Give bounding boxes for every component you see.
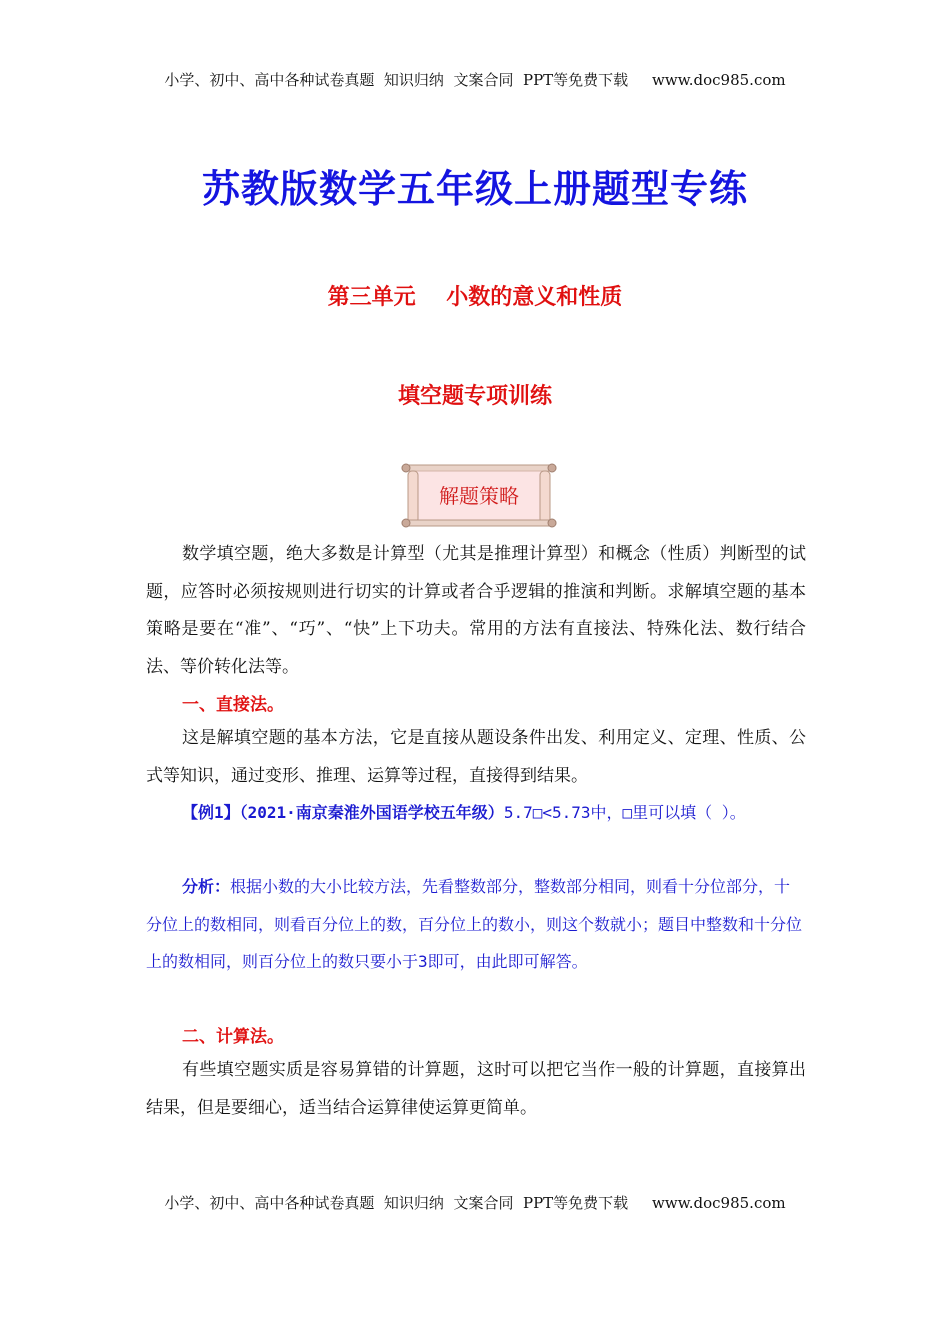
unit-heading: 第三单元 小数的意义和性质: [327, 285, 623, 310]
strategy-label: 解题策略: [439, 484, 519, 508]
section2-heading: 二、计算法。: [182, 1027, 284, 1047]
analysis-label: 分析：: [182, 877, 231, 896]
document-title: 苏教版数学五年级上册题型专练: [201, 167, 748, 211]
intro-paragraph: 数学填空题，绝大多数是计算型（尤其是推理计算型）和概念（性质）判断型的试题，应答时必须按规则进行切实的计算或者合乎逻辑的推演和判断。求解填空题的基本策略是要在“准”、“巧”、“快”上下功夫。常用的方法有直接法、特殊化法、数行结合法、等价转化法等。: [146, 544, 806, 677]
section1-paragraph: 这是解填空题的基本方法，它是直接从题设条件出发、利用定义、定理、性质、公式等知识，通过变形、推理、运算等过程，直接得到结果。: [146, 728, 806, 786]
section-subtitle: 填空题专项训练: [397, 384, 552, 409]
section1-heading: 一、直接法。: [182, 695, 284, 715]
section2-paragraph: 有些填空题实质是容易算错的计算题，这时可以把它当作一般的计算题，直接算出结果，但是要细心，适当结合运算律使运算更简单。: [146, 1060, 806, 1118]
example1-question: 5.7□<5.73中，□里可以填（ ）。: [503, 803, 746, 822]
example1: [146, 794, 806, 832]
analysis-text: 根据小数的大小比较方法，先看整数部分，整数部分相同，则看十分位部分，十分位上的数相同，则看百分位上的数，百分位上的数小，则这个数就小；题目中整数和十分位上的数相同，则百分位上的数只要小于3即可，由此即可解答。: [146, 877, 803, 971]
example1-label: 【例1】（2021·南京秦淮外国语学校五年级）: [182, 803, 504, 822]
page-header: 小学、初中、高中各种试卷真题 知识归纳 文案合同 PPT等免费下载 www.doc985.com: [164, 71, 786, 89]
page-footer: 小学、初中、高中各种试卷真题 知识归纳 文案合同 PPT等免费下载 www.doc985.com: [164, 1194, 786, 1212]
strategy-scroll-banner: [398, 462, 560, 530]
analysis-block: [146, 868, 806, 981]
